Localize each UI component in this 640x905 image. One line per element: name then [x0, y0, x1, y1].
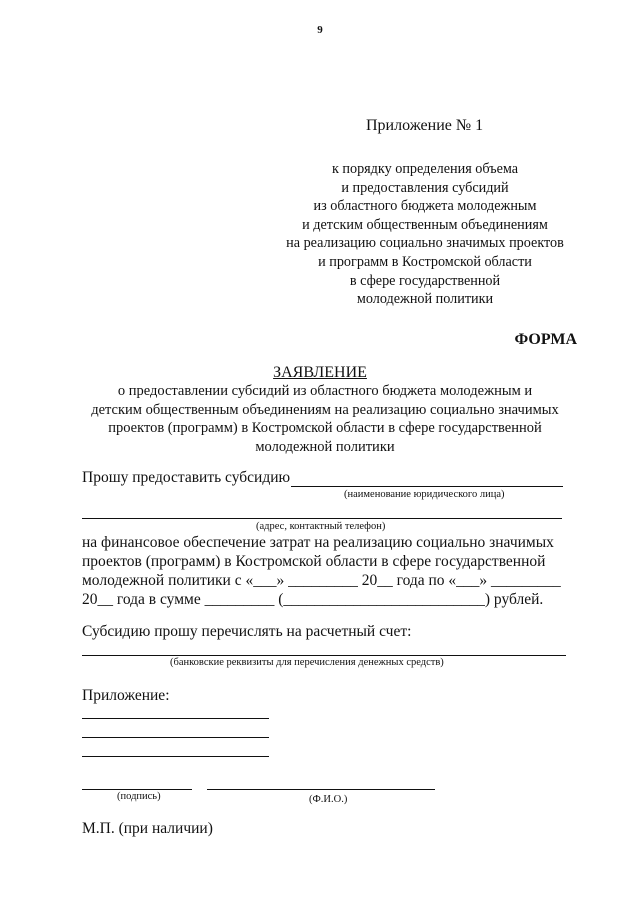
org-name-field[interactable] — [291, 486, 563, 487]
bank-details-caption: (банковские реквизиты для перечисления денежных средств) — [170, 657, 444, 668]
full-name-caption: (Ф.И.О.) — [309, 794, 348, 805]
statement-title: ЗАЯВЛЕНИЕ — [273, 364, 367, 381]
attachment-field-2[interactable] — [82, 737, 269, 738]
appendix-line: в сфере государственной — [349, 272, 501, 289]
attachment-label: Приложение: — [82, 687, 170, 704]
appendix-line: и программ в Костромской области — [318, 253, 532, 270]
request-text: Прошу предоставить субсидию — [82, 469, 291, 486]
appendix-line: молодежной политики — [356, 291, 494, 308]
org-name-caption: (наименование юридического лица) — [344, 489, 505, 500]
address-caption: (адрес, контактный телефон) — [256, 521, 386, 532]
subject-line: молодежной политики — [255, 438, 395, 455]
page-number: 9 — [317, 24, 323, 36]
full-name-field[interactable] — [207, 789, 435, 790]
appendix-description — [255, 160, 595, 309]
address-field[interactable] — [82, 518, 562, 519]
appendix-line: на реализацию социально значимых проектов — [286, 235, 564, 252]
form-label: ФОРМА — [514, 331, 577, 348]
signature-caption: (подпись) — [117, 791, 161, 802]
subject-line: детским общественным объединениям на реализацию социально значимых — [91, 401, 559, 418]
appendix-line: и детским общественным объединениям — [302, 216, 548, 233]
appendix-line: к порядку определения объема — [331, 161, 519, 177]
subject-line: о предоставлении субсидий из областного бюджета молодежным и — [117, 383, 533, 399]
signature-field[interactable] — [82, 789, 192, 790]
purpose-line-2: проектов (программ) в Костромской области в сфере государственной — [82, 553, 546, 570]
subject-line: проектов (программ) в Костромской области в сфере государственной — [108, 420, 542, 436]
attachment-field-3[interactable] — [82, 756, 269, 757]
appendix-title: Приложение № 1 — [366, 117, 484, 134]
transfer-text: Субсидию прошу перечислять на расчетный счет: — [82, 623, 412, 640]
attachment-field-1[interactable] — [82, 718, 269, 719]
purpose-line-4: 20__ года в сумме _________ (__________________________) рублей. — [82, 591, 544, 608]
purpose-line-1: на финансовое обеспечение затрат на реализацию социально значимых — [82, 534, 554, 551]
purpose-line-3: молодежной политики с «___» _________ 20__ года по «___» _________ — [82, 572, 561, 589]
statement-subject — [70, 382, 580, 456]
bank-details-field[interactable] — [82, 655, 566, 656]
appendix-line: и предоставления субсидий — [341, 179, 509, 196]
stamp-label: М.П. (при наличии) — [82, 820, 213, 837]
appendix-line: из областного бюджета молодежным — [313, 198, 537, 215]
